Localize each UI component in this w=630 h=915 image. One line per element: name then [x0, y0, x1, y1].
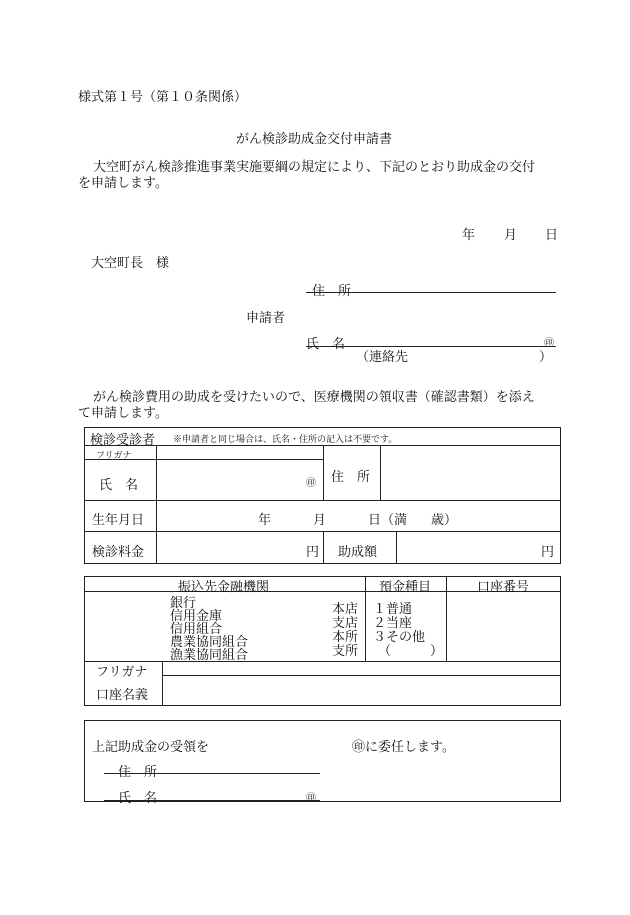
examinee-name-field[interactable]: [160, 462, 320, 498]
applicant-contact: （連絡先: [356, 350, 409, 365]
bank-header: 振込先金融機関: [178, 580, 270, 595]
applicant-address-field[interactable]: [306, 292, 556, 293]
date-month: 月: [504, 228, 518, 243]
form-number: 様式第１号（第１０条関係）: [78, 90, 248, 105]
examinee-furigana-field[interactable]: [278, 446, 322, 458]
dob-year: 年: [258, 513, 272, 528]
bank-option[interactable]: 農業協同組合: [170, 635, 249, 650]
delegation-address-field[interactable]: [104, 773, 320, 774]
holder-label: 口座名義: [96, 688, 149, 703]
applicant-name-label: 氏 名: [306, 337, 346, 352]
deposit-option[interactable]: ２当座: [373, 616, 413, 631]
delegation-name-label: 氏 名: [118, 791, 158, 806]
examinee-name-label: 氏 名: [99, 478, 139, 493]
examinee-furigana-label: フリガナ: [96, 451, 132, 461]
bank-option[interactable]: 信用組合: [170, 622, 223, 637]
addressee: 大空町長 様: [91, 256, 170, 271]
examinee-header: 検診受診者: [90, 433, 156, 448]
branch-option[interactable]: 本店: [332, 602, 359, 617]
delegation-text-1: 上記助成金の受領を: [92, 740, 210, 755]
subsidy-label: 助成額: [338, 545, 378, 560]
date-day: 日: [545, 228, 559, 243]
fee-yen: 円: [306, 545, 320, 560]
deposit-option-other[interactable]: （ ）: [378, 644, 444, 659]
applicant-seal: ㊞: [544, 338, 554, 349]
intro-line-2: を申請します。: [78, 176, 168, 191]
bank-option[interactable]: 銀行: [170, 596, 197, 611]
delegation-text-2: ㊞に委任します。: [352, 740, 455, 755]
account-header: 口座番号: [477, 580, 530, 595]
applicant-contact-close: ）: [539, 350, 553, 365]
applicant-label: 申請者: [246, 311, 286, 326]
fee-field[interactable]: [160, 534, 320, 562]
branch-option[interactable]: 支店: [332, 616, 359, 631]
applicant-address-label: 住 所: [312, 284, 352, 299]
dob-age: 歳）: [431, 513, 458, 528]
holder-furigana-field[interactable]: [166, 663, 558, 673]
intro-line-1: 大空町がん検診推進事業実施要綱の規定により、下記のとおり助成金の交付: [93, 160, 536, 175]
page-title: がん検診助成金交付申請書: [236, 132, 393, 147]
examinee-address-field[interactable]: [384, 448, 558, 498]
deposit-header: 預金種目: [379, 580, 432, 595]
examinee-address-label: 住 所: [331, 470, 371, 485]
subsidy-yen: 円: [541, 545, 555, 560]
branch-option[interactable]: 本所: [332, 630, 359, 645]
request-line-2: て申請します。: [78, 406, 168, 421]
request-line-1: がん検診費用の助成を受けたいので、医療機関の領収書（確認書類）を添え: [93, 390, 535, 405]
delegation-name-field[interactable]: [104, 800, 320, 801]
dob-label: 生年月日: [92, 513, 145, 528]
date-year: 年: [462, 228, 476, 243]
examinee-note: ※申請者と同じ場合は、氏名・住所の記入は不要です。: [173, 435, 398, 445]
examinee-seal: ㊞: [306, 478, 316, 489]
branch-option[interactable]: 支所: [332, 644, 359, 659]
account-number-field[interactable]: [450, 594, 558, 658]
bank-option[interactable]: 信用金庫: [170, 609, 223, 624]
applicant-name-field[interactable]: [306, 346, 556, 347]
fee-label: 検診料金: [92, 545, 145, 560]
delegation-address-label: 住 所: [118, 765, 158, 780]
holder-furigana-label: フリガナ: [96, 665, 148, 680]
delegation-seal: ㊞: [306, 793, 316, 804]
dob-month: 月: [313, 513, 327, 528]
deposit-option[interactable]: １普通: [373, 602, 413, 617]
dob-day: 日（満: [368, 513, 408, 528]
bank-option[interactable]: 漁業協同組合: [170, 648, 249, 663]
deposit-option[interactable]: ３その他: [373, 630, 426, 645]
subsidy-field[interactable]: [400, 534, 558, 562]
holder-field[interactable]: [166, 678, 558, 704]
